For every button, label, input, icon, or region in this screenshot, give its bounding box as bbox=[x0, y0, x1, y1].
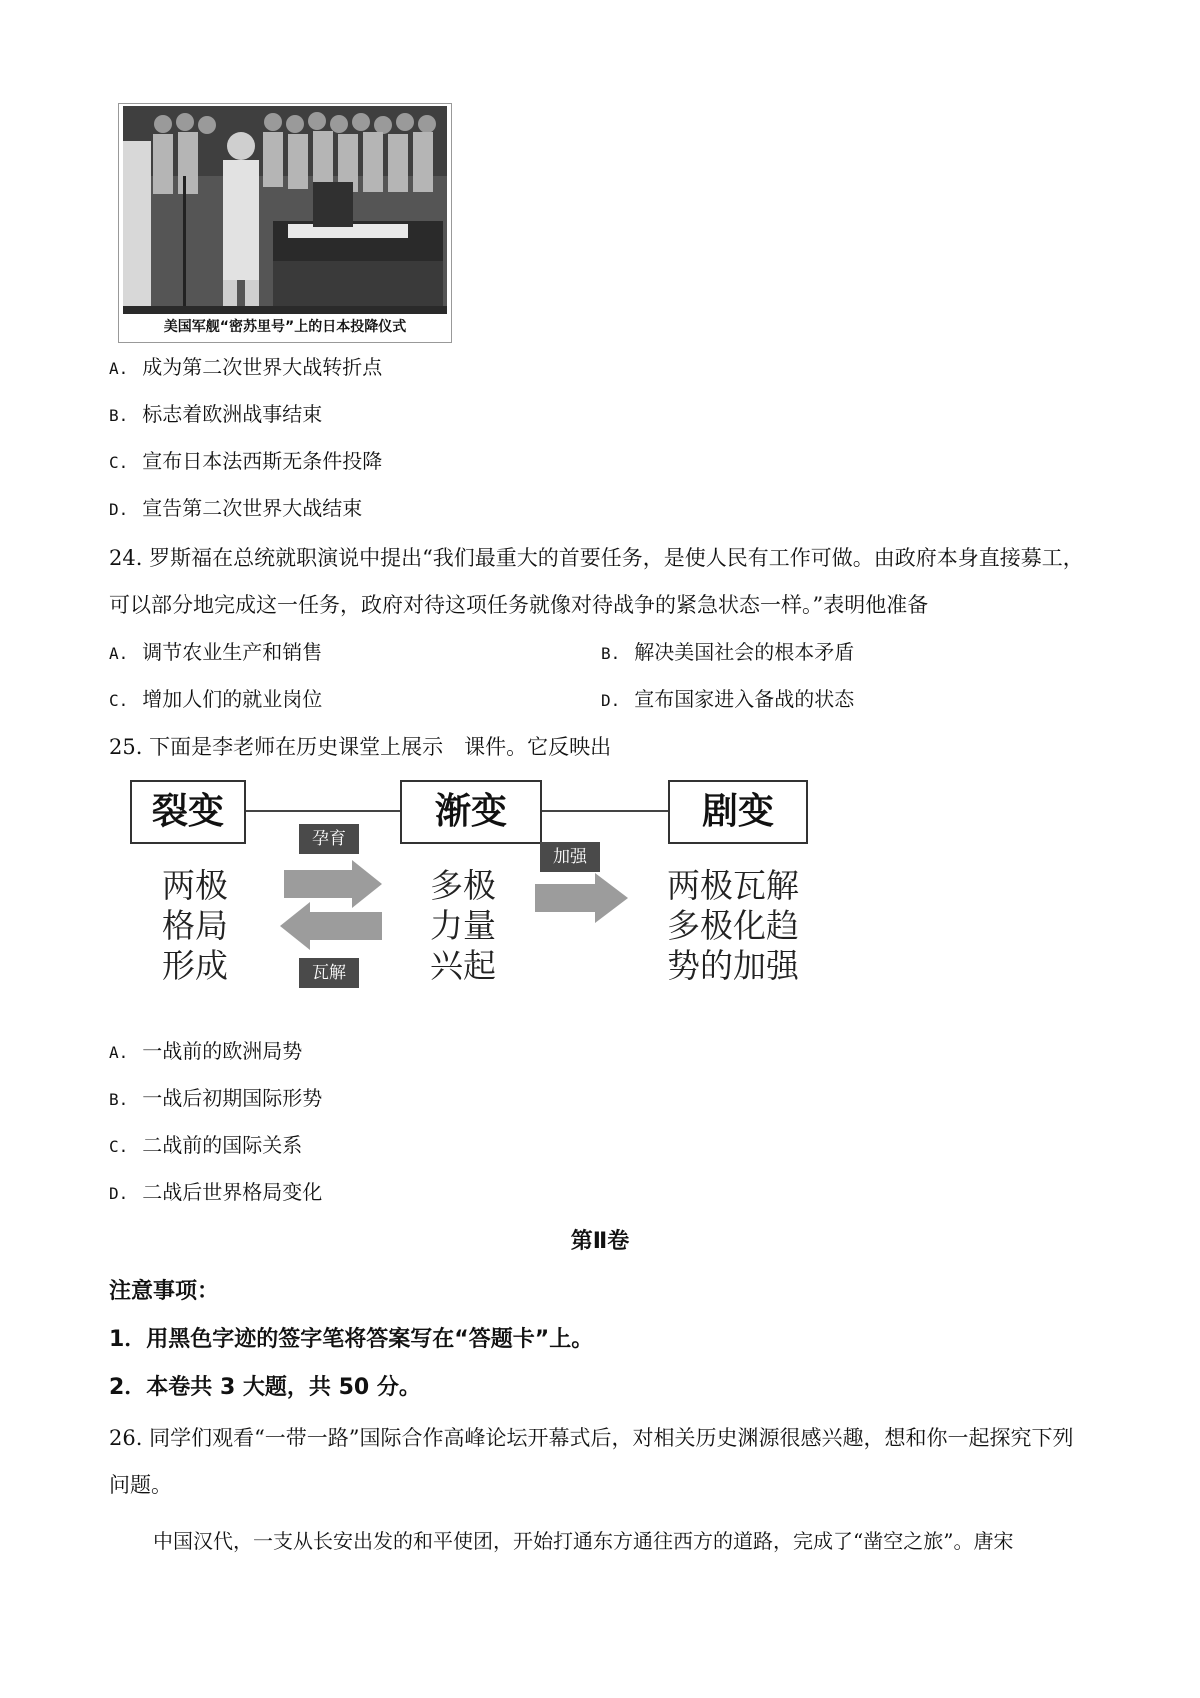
option-text: 二战前的国际关系 bbox=[142, 1133, 303, 1157]
q26-passage: 中国汉代，一支从长安出发的和平使团，开始打通东方通往西方的道路，完成了“凿空之旅”。唐宋 bbox=[153, 1529, 1014, 1553]
option-text: 一战后初期国际形势 bbox=[142, 1086, 323, 1110]
option-text: 宣布日本法西斯无条件投降 bbox=[142, 449, 383, 473]
option-key: A. bbox=[109, 359, 129, 378]
option-text: 二战后世界格局变化 bbox=[142, 1180, 323, 1204]
part2-title: 第Ⅱ卷 bbox=[570, 1229, 630, 1254]
q26-stem-line1: 26. 同学们观看“一带一路”国际合作高峰论坛开幕式后，对相关历史渊源很感兴趣，想和你一起探究下列 bbox=[109, 1426, 1074, 1450]
option-text: 标志着欧洲战事结束 bbox=[142, 402, 323, 426]
notice-heading: 注意事项： bbox=[109, 1279, 220, 1304]
photo-caption: 美国军舰“密苏里号”上的日本投降仪式 bbox=[163, 319, 407, 335]
option-key: C. bbox=[109, 1137, 129, 1156]
col-multipolar-rise: 多极 力量 兴起 bbox=[430, 866, 496, 985]
q24-option-d[interactable] bbox=[601, 685, 854, 715]
option-text: 宣告第二次世界大战结束 bbox=[142, 496, 363, 520]
box-fission: 裂变 bbox=[130, 780, 246, 844]
tag-strengthen: 加强 bbox=[540, 842, 600, 872]
option-key: A. bbox=[109, 1043, 129, 1062]
option-key: D. bbox=[109, 500, 129, 519]
q23-option-c[interactable] bbox=[109, 447, 382, 477]
option-key: C. bbox=[109, 691, 129, 710]
q23-option-a[interactable] bbox=[109, 353, 382, 383]
option-key: B. bbox=[601, 644, 621, 663]
photo-illustration bbox=[123, 106, 447, 314]
q25-stem: 25. 下面是李老师在历史课堂上展示 课件。它反映出 bbox=[109, 735, 612, 759]
notice-item-1: 1．用黑色字迹的签字笔将答案写在“答题卡”上。 bbox=[109, 1327, 594, 1352]
option-text: 成为第二次世界大战转折点 bbox=[142, 355, 383, 379]
surrender-ceremony-photo bbox=[118, 103, 452, 343]
q25-option-a[interactable] bbox=[109, 1037, 302, 1067]
option-key: B. bbox=[109, 406, 129, 425]
q24-option-c[interactable] bbox=[109, 685, 322, 715]
option-text: 增加人们的就业岗位 bbox=[142, 687, 323, 711]
option-key: D. bbox=[601, 691, 621, 710]
q26-stem-line2: 问题。 bbox=[109, 1473, 172, 1497]
notice-item-2: 2．本卷共 3 大题，共 50 分。 bbox=[109, 1375, 421, 1400]
option-text: 宣布国家进入备战的状态 bbox=[634, 687, 855, 711]
tag-nurture: 孕育 bbox=[299, 824, 359, 854]
q23-option-d[interactable] bbox=[109, 494, 362, 524]
tag-collapse: 瓦解 bbox=[299, 958, 359, 988]
q24-option-a[interactable] bbox=[109, 638, 322, 668]
option-text: 解决美国社会的根本矛盾 bbox=[634, 640, 855, 664]
q25-option-c[interactable] bbox=[109, 1131, 302, 1161]
q23-option-b[interactable] bbox=[109, 400, 322, 430]
q24-stem-line2: 可以部分地完成这一任务，政府对待这项任务就像对待战争的紧急状态一样。”表明他准备 bbox=[109, 593, 929, 617]
col-bipolar-formation: 两极 格局 形成 bbox=[162, 866, 228, 985]
option-key: B. bbox=[109, 1090, 129, 1109]
box-gradual-change: 渐变 bbox=[400, 780, 542, 844]
box-drastic-change: 剧变 bbox=[668, 780, 808, 844]
option-text: 一战前的欧洲局势 bbox=[142, 1039, 303, 1063]
photo-image bbox=[123, 106, 447, 314]
option-text: 调节农业生产和销售 bbox=[142, 640, 323, 664]
q24-stem-line1: 24. 罗斯福在总统就职演说中提出“我们最重大的首要任务，是使人民有工作可做。由政府本身直接募工， bbox=[109, 546, 1084, 570]
option-key: A. bbox=[109, 644, 129, 663]
q25-diagram bbox=[130, 780, 830, 1020]
col-bipolar-collapse: 两极瓦解 多极化趋 势的加强 bbox=[667, 866, 799, 985]
q25-option-b[interactable] bbox=[109, 1084, 322, 1114]
q25-option-d[interactable] bbox=[109, 1178, 322, 1208]
option-key: D. bbox=[109, 1184, 129, 1203]
q24-option-b[interactable] bbox=[601, 638, 854, 668]
option-key: C. bbox=[109, 453, 129, 472]
